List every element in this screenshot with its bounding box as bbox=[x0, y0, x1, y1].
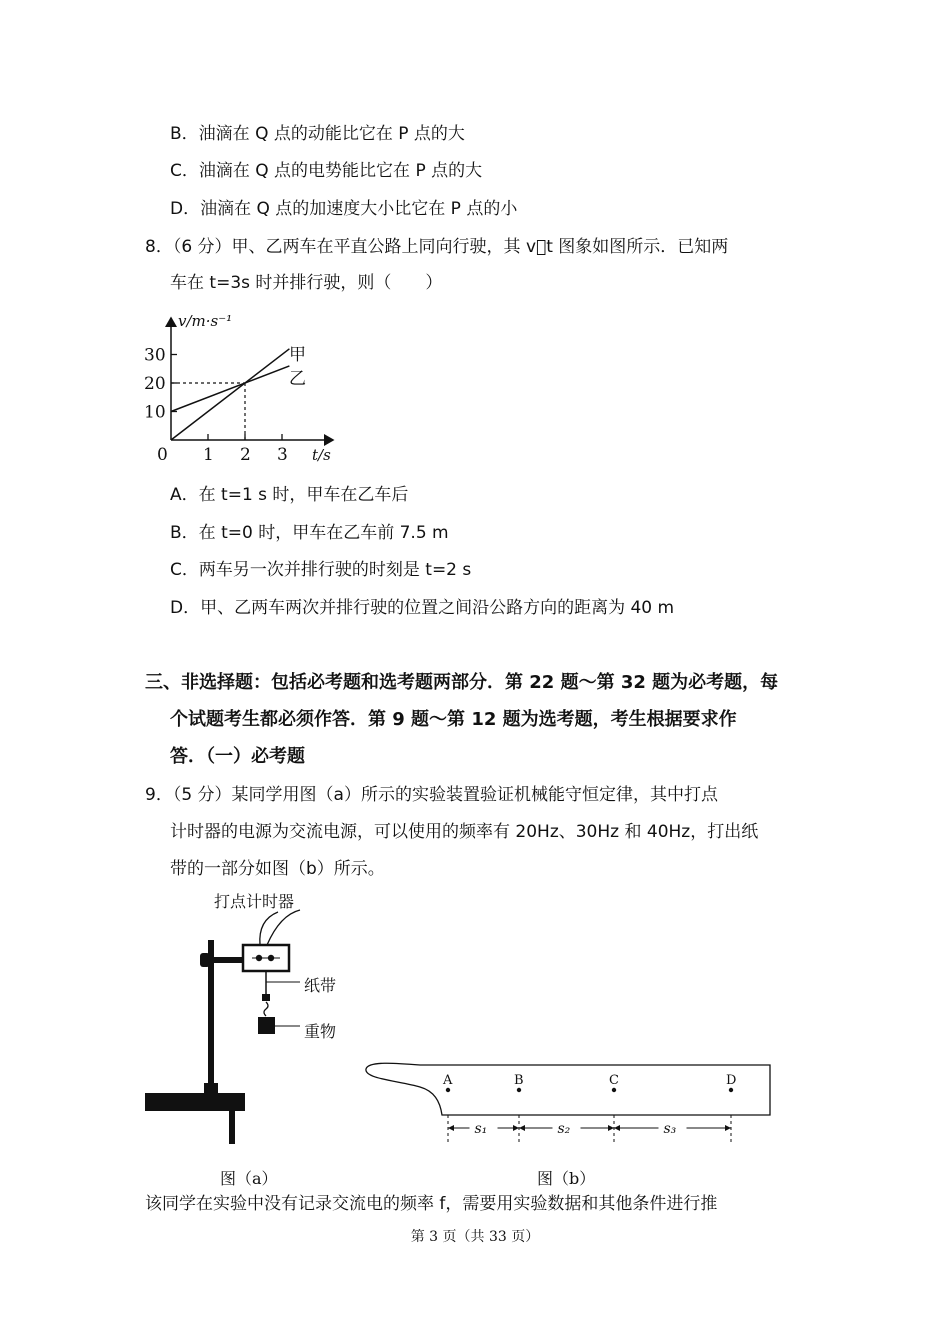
series-label-jia: 甲 bbox=[289, 345, 306, 365]
segment-arrowhead-end-1 bbox=[513, 1125, 519, 1131]
segment-arrowhead-end-3 bbox=[725, 1125, 731, 1131]
hook bbox=[264, 1002, 268, 1016]
q9-stem-line2: 计时器的电源为交流电源，可以使用的频率有 20Hz、30Hz 和 40Hz，打出纸 bbox=[170, 822, 759, 842]
segment-label-s1: s₁ bbox=[474, 1121, 488, 1137]
x-axis-label: t/s bbox=[312, 446, 331, 464]
page-footer: 第 3 页（共 33 页） bbox=[410, 1229, 540, 1245]
tape-figure bbox=[360, 1055, 780, 1155]
point-dot-C bbox=[612, 1088, 616, 1092]
y-axis-label: v/m·s⁻¹ bbox=[178, 312, 233, 330]
point-dot-A bbox=[446, 1088, 450, 1092]
q8-stem-line2: 车在 t=3s 时并排行驶，则（ ） bbox=[170, 273, 443, 293]
series-line-yi bbox=[171, 366, 289, 412]
x-tick-label-2: 2 bbox=[240, 445, 251, 465]
q7-option-c: C．油滴在 Q 点的电势能比它在 P 点的大 bbox=[170, 161, 483, 181]
segment-label-s3: s₃ bbox=[663, 1121, 677, 1137]
section3-line3: 答．（一）必考题 bbox=[170, 746, 305, 767]
series-line-jia bbox=[171, 349, 289, 440]
q8-option-d: D．甲、乙两车两次并排行驶的位置之间沿公路方向的距离为 40 m bbox=[170, 598, 675, 618]
table-top bbox=[145, 1093, 245, 1111]
stand-foot bbox=[204, 1083, 218, 1093]
apparatus-figure bbox=[140, 890, 340, 1150]
point-label-A: A bbox=[443, 1073, 453, 1088]
weight-block bbox=[258, 1017, 275, 1034]
q9-continuation: 该同学在实验中没有记录交流电的频率 f，需要用实验数据和其他条件进行推 bbox=[145, 1194, 718, 1214]
q7-option-d: D．油滴在 Q 点的加速度大小比它在 P 点的小 bbox=[170, 199, 518, 219]
section3-line1: 三、非选择题：包括必考题和选考题两部分．第 22 题～第 32 题为必考题，每 bbox=[145, 672, 779, 693]
section3-line2: 个试题考生都必须作答．第 9 题～第 12 题为选考题，考生根据要求作 bbox=[170, 709, 737, 730]
caption-figure-a: 图（a） bbox=[220, 1169, 278, 1188]
segment-label-s2: s₂ bbox=[557, 1121, 571, 1137]
q7-option-b: B．油滴在 Q 点的动能比它在 P 点的大 bbox=[170, 124, 465, 144]
y-tick-label-10: 10 bbox=[144, 402, 166, 423]
point-dot-B bbox=[517, 1088, 521, 1092]
vt-graph bbox=[140, 310, 340, 470]
tape-outline bbox=[366, 1063, 770, 1115]
segment-arrowhead-start-1 bbox=[448, 1125, 454, 1131]
table-leg bbox=[229, 1111, 235, 1144]
clamp-knob bbox=[200, 953, 210, 967]
q8-option-a: A．在 t=1 s 时，甲车在乙车后 bbox=[170, 485, 409, 505]
segment-arrowhead-start-3 bbox=[614, 1125, 620, 1131]
label-weight: 重物 bbox=[304, 1022, 337, 1041]
point-label-C: C bbox=[609, 1073, 619, 1088]
point-label-D: D bbox=[726, 1073, 737, 1088]
point-label-B: B bbox=[514, 1073, 524, 1088]
q9-stem-line1: 9．（5 分）某同学用图（a）所示的实验装置验证机械能守恒定律，其中打点 bbox=[145, 785, 718, 805]
series-label-yi: 乙 bbox=[289, 369, 306, 389]
q9-stem-line3: 带的一部分如图（b）所示。 bbox=[170, 859, 385, 879]
x-tick-label-3: 3 bbox=[277, 445, 288, 465]
x-tick-label-1: 1 bbox=[203, 445, 214, 465]
label-tape: 纸带 bbox=[304, 976, 337, 995]
label-timer: 打点计时器 bbox=[214, 892, 295, 911]
segment-arrowhead-end-2 bbox=[608, 1125, 614, 1131]
q8-option-b: B．在 t=0 时，甲车在乙车前 7.5 m bbox=[170, 523, 449, 543]
point-dot-D bbox=[729, 1088, 733, 1092]
clamp-arm bbox=[210, 957, 244, 963]
segment-arrowhead-start-2 bbox=[519, 1125, 525, 1131]
q8-stem-line1: 8．（6 分）甲、乙两车在平直公路上同向行驶，其 v t 图象如图所示．已知两 bbox=[145, 237, 729, 257]
y-tick-label-30: 30 bbox=[144, 345, 166, 366]
q8-option-c: C．两车另一次并排行驶的时刻是 t=2 s bbox=[170, 560, 472, 580]
x-tick-label-0: 0 bbox=[157, 445, 168, 465]
tape-clip bbox=[262, 994, 270, 1001]
y-tick-label-20: 20 bbox=[144, 374, 166, 394]
caption-figure-b: 图（b） bbox=[537, 1169, 596, 1188]
